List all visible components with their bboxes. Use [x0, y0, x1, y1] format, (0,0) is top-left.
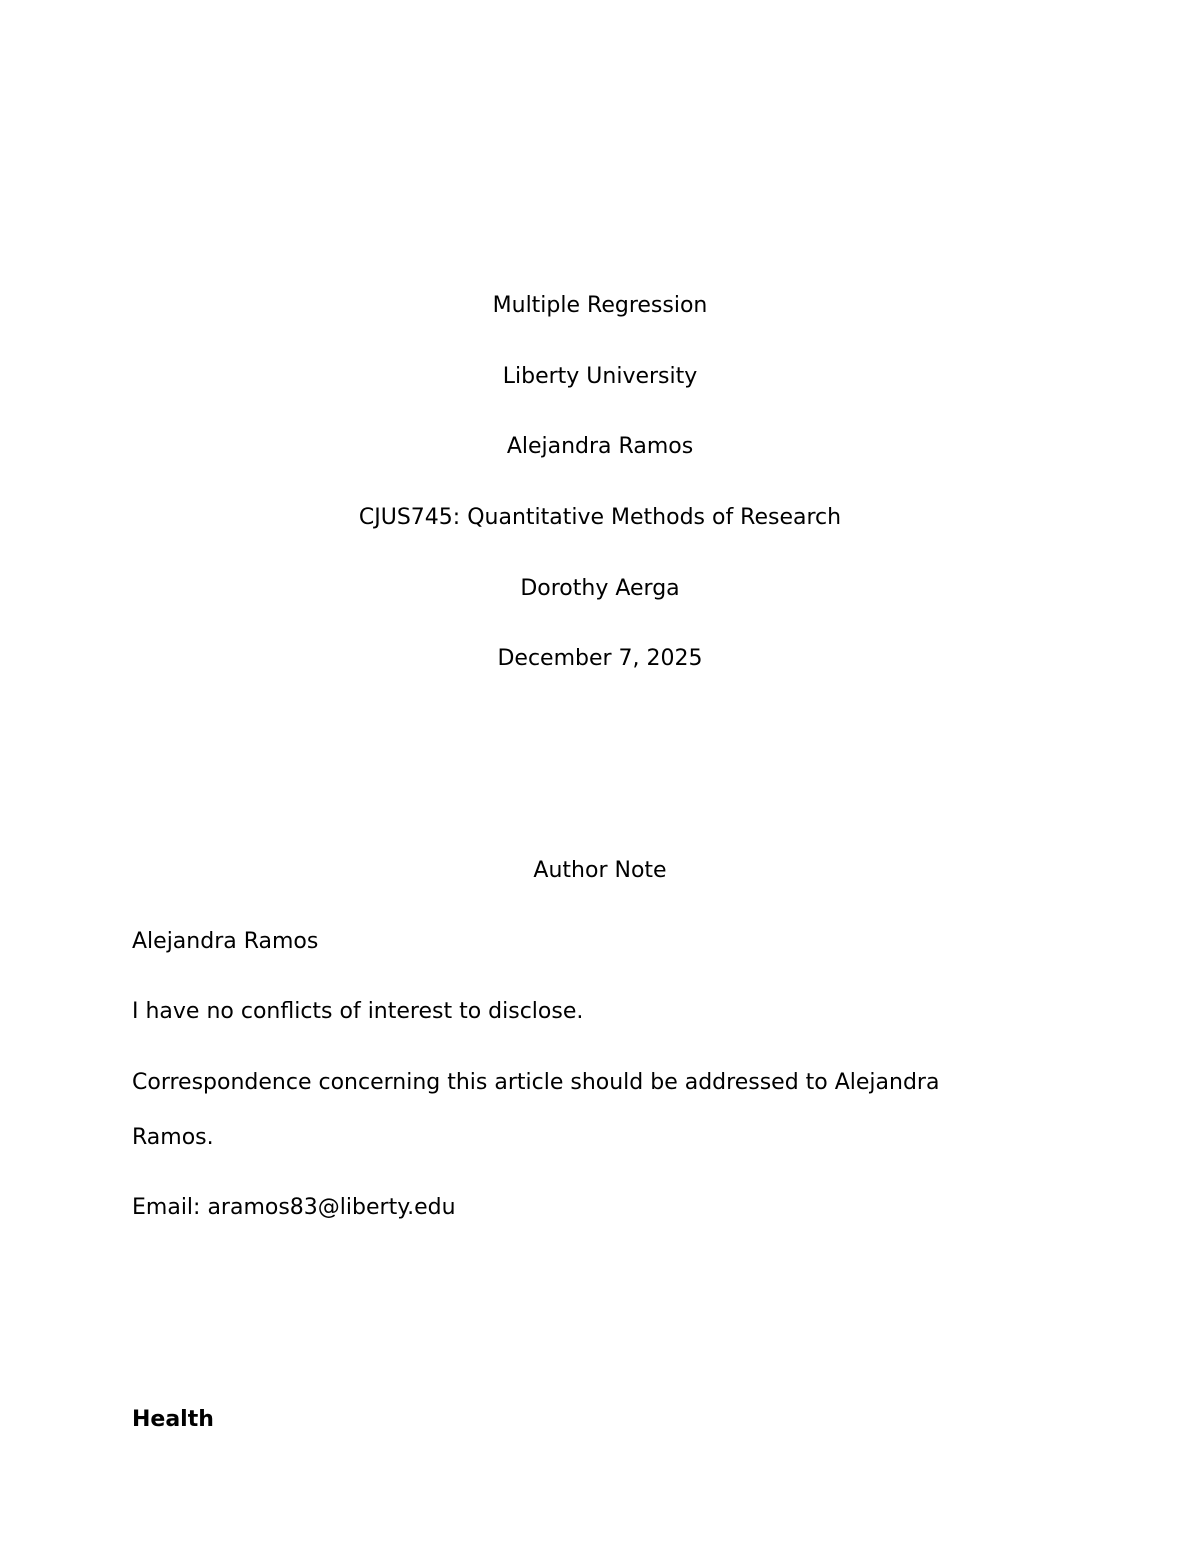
institution: Liberty University: [502, 364, 698, 389]
section-heading: Health: [132, 1407, 214, 1432]
author-note-name: Alejandra Ramos: [132, 929, 319, 954]
submission-date: December 7, 2025: [497, 646, 703, 671]
contact-email: Email: aramos83@liberty.edu: [132, 1195, 456, 1220]
correspondence-statement-line2: Ramos.: [132, 1125, 214, 1150]
correspondence-statement-line1: Correspondence concerning this article should be addressed to Alejandra: [132, 1070, 940, 1095]
instructor-name: Dorothy Aerga: [520, 576, 680, 601]
paper-title: Multiple Regression: [492, 293, 708, 318]
author-name: Alejandra Ramos: [506, 434, 694, 459]
course-name: CJUS745: Quantitative Methods of Research: [358, 505, 842, 530]
conflict-statement: I have no conflicts of interest to disclose.: [132, 999, 584, 1024]
author-note-heading: Author Note: [533, 858, 667, 883]
